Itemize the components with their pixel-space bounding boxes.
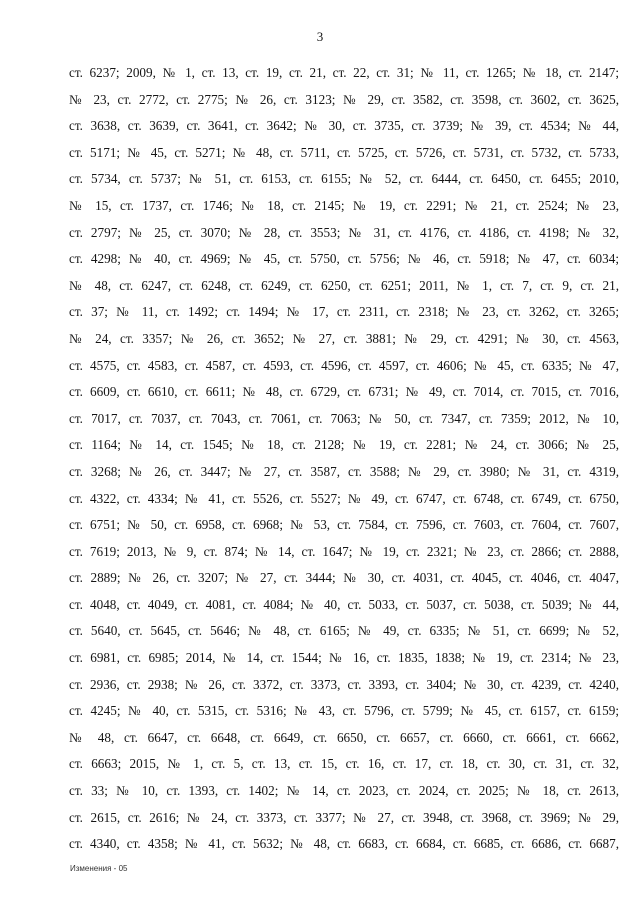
- text-line: ст. 4048, ст. 4049, ст. 4081, ст. 4084; № 40, ст. 5033, ст. 5037, ст. 5038, ст. 5039; № 44,: [69, 596, 619, 612]
- footer-label: Изменения - 05: [70, 864, 128, 873]
- text-line: № 24, ст. 3357; № 26, ст. 3652; № 27, ст. 3881; № 29, ст. 4291; № 30, ст. 4563,: [69, 330, 619, 346]
- text-line: ст. 6751; № 50, ст. 6958, ст. 6968; № 53, ст. 7584, ст. 7596, ст. 7603, ст. 7604, ст. 7607,: [69, 517, 619, 533]
- text-line: ст. 4245; № 40, ст. 5315, ст. 5316; № 43, ст. 5796, ст. 5799; № 45, ст. 6157, ст. 6159;: [69, 703, 619, 719]
- text-line: ст. 4322, ст. 4334; № 41, ст. 5526, ст. 5527; № 49, ст. 6747, ст. 6748, ст. 6749, ст. 6750,: [69, 490, 619, 506]
- text-line: ст. 7619; 2013, № 9, ст. 874; № 14, ст. 1647; № 19, ст. 2321; № 23, ст. 2866; ст. 2888,: [69, 543, 619, 559]
- text-line: ст. 4298; № 40, ст. 4969; № 45, ст. 5750, ст. 5756; № 46, ст. 5918; № 47, ст. 6034;: [69, 251, 619, 267]
- text-line: ст. 6663; 2015, № 1, ст. 5, ст. 13, ст. 15, ст. 16, ст. 17, ст. 18, ст. 30, ст. 31, ст. 32,: [69, 756, 619, 772]
- text-line: ст. 3638, ст. 3639, ст. 3641, ст. 3642; № 30, ст. 3735, ст. 3739; № 39, ст. 4534; № 44,: [69, 118, 619, 134]
- document-body: [69, 60, 619, 858]
- text-line: ст. 5734, ст. 5737; № 51, ст. 6153, ст. 6155; № 52, ст. 6444, ст. 6450, ст. 6455; 2010,: [69, 171, 619, 187]
- text-line: ст. 1164; № 14, ст. 1545; № 18, ст. 2128; № 19, ст. 2281; № 24, ст. 3066; № 25,: [69, 437, 619, 453]
- text-line: ст. 3268; № 26, ст. 3447; № 27, ст. 3587, ст. 3588; № 29, ст. 3980; № 31, ст. 4319,: [69, 463, 619, 479]
- text-line: ст. 37; № 11, ст. 1492; ст. 1494; № 17, ст. 2311, ст. 2318; № 23, ст. 3262, ст. 3265;: [69, 304, 619, 320]
- text-line: ст. 6237; 2009, № 1, ст. 13, ст. 19, ст. 21, ст. 22, ст. 31; № 11, ст. 1265; № 18, ст. 2147;: [69, 65, 619, 80]
- text-line: ст. 2889; № 26, ст. 3207; № 27, ст. 3444; № 30, ст. 4031, ст. 4045, ст. 4046, ст. 4047,: [69, 570, 619, 586]
- text-line: № 15, ст. 1737, ст. 1746; № 18, ст. 2145; № 19, ст. 2291; № 21, ст. 2524; № 23,: [69, 197, 619, 213]
- text-line: ст. 2936, ст. 2938; № 26, ст. 3372, ст. 3373, ст. 3393, ст. 3404; № 30, ст. 4239, ст. 4240,: [69, 676, 619, 692]
- text-line: ст. 4575, ст. 4583, ст. 4587, ст. 4593, ст. 4596, ст. 4597, ст. 4606; № 45, ст. 6335; № 47,: [69, 357, 619, 373]
- text-line: № 23, ст. 2772, ст. 2775; № 26, ст. 3123; № 29, ст. 3582, ст. 3598, ст. 3602, ст. 3625,: [69, 91, 619, 107]
- text-line: ст. 6609, ст. 6610, ст. 6611; № 48, ст. 6729, ст. 6731; № 49, ст. 7014, ст. 7015, ст. 7016,: [69, 384, 619, 400]
- text-line: ст. 5640, ст. 5645, ст. 5646; № 48, ст. 6165; № 49, ст. 6335; № 51, ст. 6699; № 52,: [69, 623, 619, 639]
- text-line: ст. 7017, ст. 7037, ст. 7043, ст. 7061, ст. 7063; № 50, ст. 7347, ст. 7359; 2012, № 10,: [69, 410, 619, 426]
- text-line: ст. 4340, ст. 4358; № 41, ст. 5632; № 48, ст. 6683, ст. 6684, ст. 6685, ст. 6686, ст. 6687,: [69, 836, 619, 852]
- text-line: № 48, ст. 6247, ст. 6248, ст. 6249, ст. 6250, ст. 6251; 2011, № 1, ст. 7, ст. 9, ст. 21,: [69, 277, 619, 293]
- text-line: ст. 2615, ст. 2616; № 24, ст. 3373, ст. 3377; № 27, ст. 3948, ст. 3968, ст. 3969; № 29,: [69, 809, 619, 825]
- text-line: ст. 5171; № 45, ст. 5271; № 48, ст. 5711, ст. 5725, ст. 5726, ст. 5731, ст. 5732, ст. 5733,: [69, 144, 619, 160]
- text-line: № 48, ст. 6647, ст. 6648, ст. 6649, ст. 6650, ст. 6657, ст. 6660, ст. 6661, ст. 6662,: [69, 729, 619, 745]
- text-line: ст. 6981, ст. 6985; 2014, № 14, ст. 1544; № 16, ст. 1835, 1838; № 19, ст. 2314; № 23,: [69, 650, 619, 666]
- text-line: ст. 33; № 10, ст. 1393, ст. 1402; № 14, ст. 2023, ст. 2024, ст. 2025; № 18, ст. 2613,: [69, 783, 619, 799]
- text-line: ст. 2797; № 25, ст. 3070; № 28, ст. 3553; № 31, ст. 4176, ст. 4186, ст. 4198; № 32,: [69, 224, 619, 240]
- page-number: 3: [316, 29, 324, 44]
